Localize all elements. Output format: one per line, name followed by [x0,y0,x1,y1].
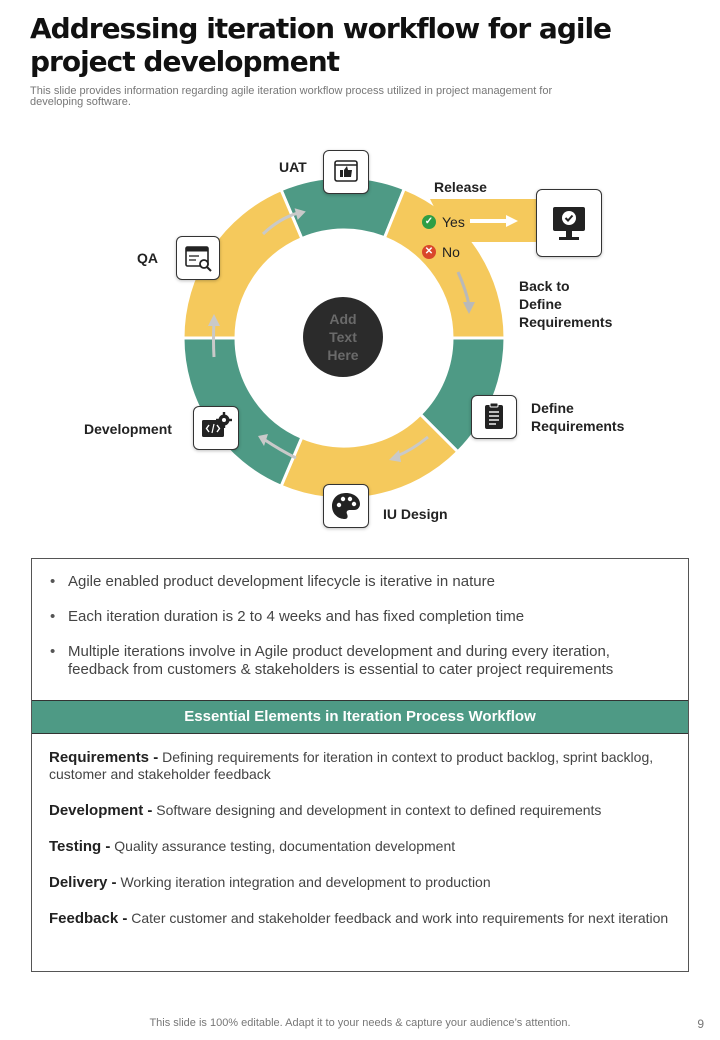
browser-search-icon [177,237,219,279]
label-iu-design: IU Design [383,506,448,522]
no-label: No [442,244,460,260]
clipboard-icon [472,396,516,438]
element-desc: Software designing and development in context to defined requirements [156,802,602,818]
element-term: Delivery - [49,874,117,891]
element-item [49,874,669,891]
cross-icon: ✕ [422,245,436,259]
element-desc: Working iteration integration and development to production [120,874,491,890]
elements-list [49,749,669,946]
element-desc: Quality assurance testing, documentation development [114,838,456,854]
label-uat: UAT [279,159,307,175]
label-qa: QA [137,250,158,266]
label-back-to-define [519,277,612,331]
label-release: Release [434,179,487,195]
design-icon-box [323,484,369,528]
page-number: 9 [697,1017,704,1031]
label-line: Requirements [531,418,625,434]
element-item [49,749,669,783]
center-text-line: Text [329,329,357,345]
bullet-list [50,573,675,696]
qa-icon-box [176,236,220,280]
page-title: Addressing iteration workflow for agile project development [30,12,612,78]
check-icon: ✓ [422,215,436,229]
element-item [49,802,669,819]
center-text-line: Here [327,347,359,363]
uat-icon-box [323,150,369,194]
label-development: Development [84,421,172,437]
code-gear-icon [194,407,238,449]
yes-label: Yes [442,214,465,230]
define-icon-box [471,395,517,439]
element-term: Requirements - [49,749,159,766]
label-line: Back to [519,278,570,294]
page-subtitle: This slide provides information regarding agile iteration workflow process utilized in project management for developing software. [30,85,553,108]
info-panel [31,558,689,972]
label-line: Requirements [519,314,613,330]
thumbs-up-icon [324,151,368,193]
element-term: Testing - [49,838,111,855]
element-desc: Cater customer and stakeholder feedback and work into requirements for next iteration [131,910,669,926]
bullet-item: • Agile enabled product development lifecycle is iterative in nature [50,573,675,591]
monitor-check-icon [537,190,601,256]
label-define-requirements [531,399,624,435]
element-item [49,838,669,855]
bullet-item: • Each iteration duration is 2 to 4 weeks and has fixed completion time [50,608,675,626]
iteration-cycle-diagram [0,140,720,540]
label-line: Define [519,296,562,312]
release-icon-box [536,189,602,257]
palette-icon [324,485,368,527]
element-term: Development - [49,802,153,819]
center-text-line: Add [329,311,357,327]
footer-note: This slide is 100% editable. Adapt it to your needs & capture your audience’s attention. [149,1017,571,1029]
label-line: Define [531,400,574,416]
development-icon-box [193,406,239,450]
element-item [49,910,669,927]
section-band-title: Essential Elements in Iteration Process Workflow [32,700,688,734]
element-term: Feedback - [49,910,128,927]
bullet-item: • Multiple iterations involve in Agile product development and during every iteration, feedback from customers & stakeholders is essential to cater project requirements [50,643,675,679]
yes-option [422,214,465,230]
no-option [422,244,460,260]
element-desc: Defining requirements for iteration in context to product backlog, sprint backlog, customer and stakeholder feedback [49,749,654,782]
